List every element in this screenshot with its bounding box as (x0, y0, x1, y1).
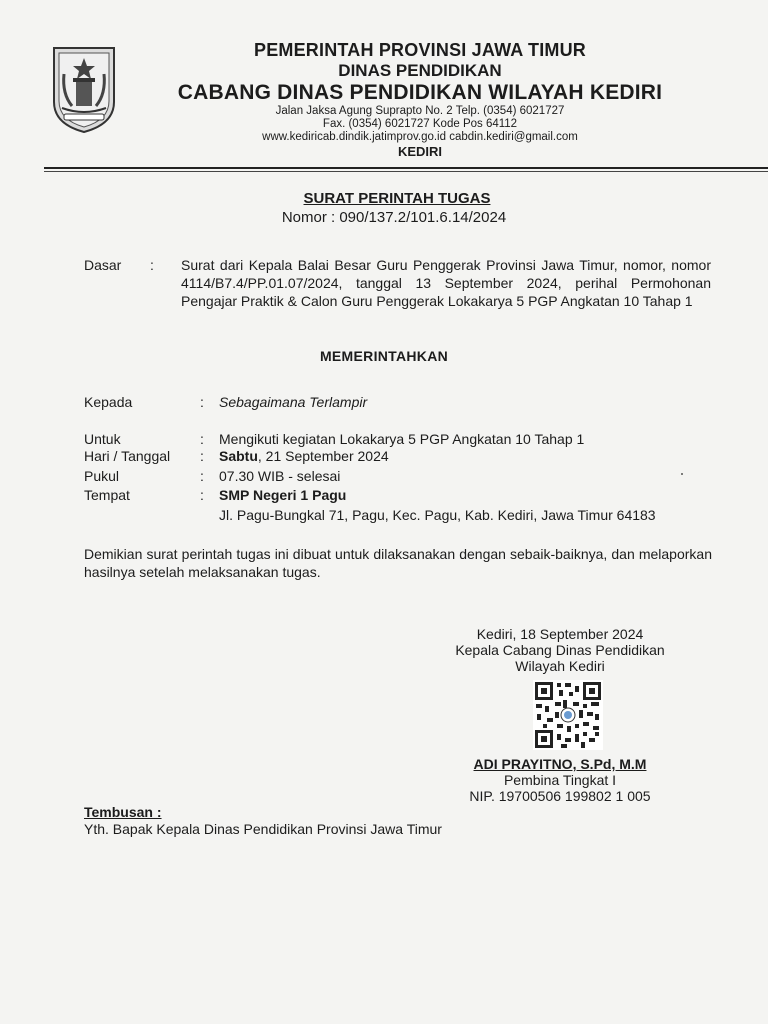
letterhead-web: www.kediricab.dindik.jatimprov.go.id cabdin.kediri@gmail.com (262, 131, 578, 143)
kepada-colon: : (200, 394, 204, 410)
signer-block (440, 756, 680, 804)
document-number: Nomor : 090/137.2/101.6.14/2024 (281, 209, 507, 226)
hari-label: Hari / Tanggal (84, 448, 171, 464)
dasar-text: Surat dari Kepala Balai Besar Guru Penggerak Provinsi Jawa Timur, nomor, nomor 4114/B7.4/PP.01.07/2024, tanggal 13 September 2024, perihal Permohonan Pengajar Praktik & Calon Guru Penggerak Lokakarya 5 PGP Angkatan 10 Tahap 1 (181, 257, 711, 309)
kepada-label: Kepada (84, 394, 133, 410)
tembusan-item: Yth. Bapak Kepala Dinas Pendidikan Provinsi Jawa Timur (84, 821, 442, 837)
tembusan-block (84, 804, 442, 838)
hari-value (219, 447, 389, 465)
kepada-value: Sebagaimana Terlampir (219, 394, 368, 410)
letterhead-rule-thin (44, 171, 768, 172)
tempat-colon: : (200, 487, 204, 503)
signer-rank: Pembina Tingkat I (503, 772, 617, 788)
letterhead-address: Jalan Jaksa Agung Suprapto No. 2 Telp. (0354) 6021727 (275, 105, 565, 117)
speck (681, 473, 683, 475)
letterhead-rule (44, 167, 768, 169)
letterhead (140, 40, 700, 160)
letterhead-fax: Fax. (0354) 6021727 Kode Pos 64112 (322, 118, 518, 130)
letterhead-branch: CABANG DINAS PENDIDIKAN WILAYAH KEDIRI (177, 81, 663, 104)
letterhead-government: PEMERINTAH PROVINSI JAWA TIMUR (253, 40, 587, 60)
letterhead-city: KEDIRI (397, 144, 443, 159)
signer-nip: NIP. 19700506 199802 1 005 (469, 788, 651, 804)
signature-block (440, 626, 680, 674)
untuk-value: Mengikuti kegiatan Lokakarya 5 PGP Angkatan 10 Tahap 1 (219, 431, 585, 447)
signature-region: Wilayah Kediri (515, 658, 605, 674)
order-heading: MEMERINTAHKAN (319, 348, 449, 364)
signer-name: ADI PRAYITNO, S.Pd, M.M (473, 756, 647, 772)
hari-date: , 21 September 2024 (257, 448, 389, 464)
untuk-label: Untuk (84, 431, 121, 447)
tembusan-heading: Tembusan : (84, 804, 162, 820)
document-heading: SURAT PERINTAH TUGAS (303, 190, 491, 207)
hari-colon: : (200, 448, 204, 464)
pukul-label: Pukul (84, 468, 120, 484)
jawa-timur-coat-of-arms-icon (50, 44, 118, 134)
tempat-label: Tempat (84, 487, 130, 503)
untuk-colon: : (200, 431, 204, 447)
signature-place-date: Kediri, 18 September 2024 (476, 626, 644, 642)
pukul-colon: : (200, 468, 204, 484)
tempat-name: SMP Negeri 1 Pagu (219, 487, 347, 503)
signature-position: Kepala Cabang Dinas Pendidikan (455, 642, 665, 658)
hari-day: Sabtu (219, 448, 258, 464)
qr-code-icon (533, 680, 603, 750)
document-title (0, 190, 768, 228)
dasar-colon: : (150, 257, 154, 273)
closing-paragraph: Demikian surat perintah tugas ini dibuat untuk dilaksanakan dengan sebaik-baiknya, dan melaporkan hasilnya setelah melaksanakan tugas. (84, 546, 712, 580)
letterhead-office: DINAS PENDIDIKAN (338, 61, 502, 80)
pukul-value: 07.30 WIB - selesai (219, 468, 341, 484)
dasar-label: Dasar (84, 257, 122, 273)
tempat-address: Jl. Pagu-Bungkal 71, Pagu, Kec. Pagu, Kab. Kediri, Jawa Timur 64183 (219, 507, 656, 523)
